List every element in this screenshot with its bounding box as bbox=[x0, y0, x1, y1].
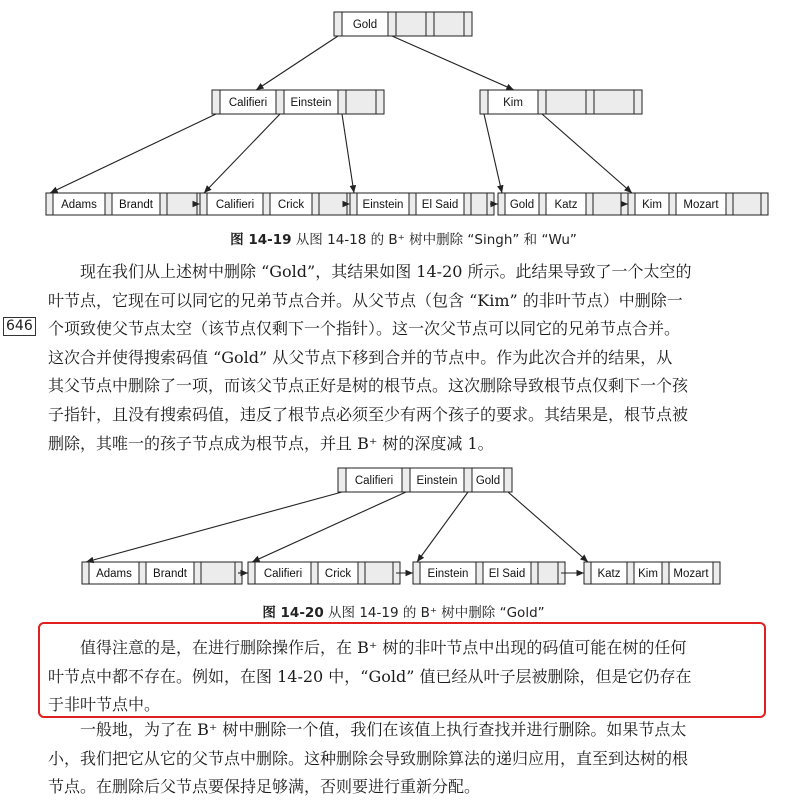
pointer-slot bbox=[726, 193, 733, 215]
paragraph-line: 子指针，且没有搜索码值，违反了根节点必须至少有两个孩子的要求。其结果是，根节点被 bbox=[48, 404, 689, 424]
pointer-slot bbox=[539, 193, 546, 215]
pointer-slot bbox=[160, 193, 167, 215]
root-node bbox=[334, 12, 472, 36]
key-slot bbox=[538, 562, 558, 584]
pointer-slot bbox=[350, 193, 357, 215]
node-key: Einstein bbox=[416, 475, 458, 487]
paragraph-line: 节点。在删除后父节点要保持足够满，否则要进行重新分配。 bbox=[48, 777, 481, 797]
figure-14-19-btree bbox=[0, 0, 807, 225]
tree-edge bbox=[252, 492, 406, 562]
node-key: Einstein bbox=[362, 199, 404, 211]
tree-edge bbox=[508, 492, 588, 562]
node-key: Gold bbox=[509, 199, 535, 211]
tree-edge bbox=[542, 114, 632, 193]
pointer-slot bbox=[248, 562, 255, 584]
paragraph-line: 删除，其唯一的孩子节点成为根节点，并且 B⁺ 树的深度减 1。 bbox=[48, 433, 494, 453]
pointer-slot bbox=[584, 562, 591, 584]
figure-14-19-caption bbox=[0, 228, 807, 248]
tree-edge bbox=[50, 114, 216, 193]
paragraph-line: 个项致使父节点太空（该节点仅剩下一个指针）。这一次父节点可以同它的兄弟节点合并。 bbox=[48, 319, 681, 339]
paragraph-line: 叶节点中都不存在。例如，在图 14-20 中，“Gold” 值已经从叶子层被删除，但是它仍存在 bbox=[48, 666, 692, 686]
paragraph-line: 值得注意的是，在进行删除操作后，在 B⁺ 树的非叶节点中出现的码值可能在树的任何 bbox=[80, 638, 687, 657]
node-key: Einstein bbox=[290, 97, 332, 109]
pointer-slot bbox=[669, 193, 676, 215]
pointer-slot bbox=[586, 193, 593, 215]
paragraph-line: 叶节点，它现在可以同它的兄弟节点合并。从父节点（包含 “Kim” 的非叶节点）中删除一 bbox=[48, 290, 683, 310]
node-key: Brandt bbox=[119, 199, 153, 211]
key-slot bbox=[346, 90, 376, 114]
key-slot bbox=[167, 193, 197, 215]
node-key: Katz bbox=[597, 568, 621, 580]
pointer-slot bbox=[634, 90, 642, 114]
node-key: Califieri bbox=[354, 475, 394, 487]
pointer-slot bbox=[426, 12, 434, 36]
pointer-slot bbox=[334, 12, 342, 36]
node-key: Brandt bbox=[153, 568, 187, 580]
node-key: Crick bbox=[324, 568, 352, 580]
node-key: Gold bbox=[475, 475, 501, 487]
pointer-slot bbox=[46, 193, 53, 215]
pointer-slot bbox=[464, 12, 472, 36]
node-key: Kim bbox=[638, 568, 658, 580]
page-number: 646 bbox=[3, 317, 36, 336]
paragraph-line: 小，我们把它从它的父节点中删除。这种删除会导致删除算法的递归应用，直至到达树的根 bbox=[48, 748, 689, 768]
leaf-node bbox=[46, 193, 204, 215]
key-slot bbox=[594, 90, 634, 114]
pointer-slot bbox=[139, 562, 146, 584]
node-key: El Said bbox=[488, 568, 526, 580]
leaf-node bbox=[200, 193, 354, 215]
node-key: Einstein bbox=[427, 568, 469, 580]
pointer-slot bbox=[413, 562, 420, 584]
tree-edge bbox=[417, 492, 468, 562]
pointer-slot bbox=[402, 468, 410, 492]
pointer-slot bbox=[212, 90, 220, 114]
paragraph-line: 于非叶节点中。 bbox=[48, 695, 161, 715]
internal-node-left bbox=[212, 90, 384, 114]
paragraph-2-highlighted bbox=[48, 634, 760, 720]
pointer-slot bbox=[662, 562, 669, 584]
tree-edge bbox=[392, 36, 514, 90]
key-slot bbox=[593, 193, 621, 215]
node-key: Kim bbox=[503, 97, 523, 109]
node-key: Gold bbox=[352, 19, 378, 31]
pointer-slot bbox=[464, 468, 472, 492]
pointer-slot bbox=[586, 90, 594, 114]
pointer-slot bbox=[263, 193, 270, 215]
tree-edge bbox=[484, 114, 502, 193]
pointer-slot bbox=[538, 90, 546, 114]
leaf-node bbox=[82, 562, 242, 584]
pointer-slot bbox=[200, 193, 207, 215]
leaf-node bbox=[584, 562, 720, 584]
node-key: Kim bbox=[642, 199, 662, 211]
pointer-slot bbox=[480, 90, 488, 114]
caption-number: 图 14-19 bbox=[230, 232, 292, 248]
node-key: Crick bbox=[277, 199, 305, 211]
pointer-slot bbox=[409, 193, 416, 215]
node-key: Califieri bbox=[263, 568, 303, 580]
paragraph-line: 这次合并使得搜索码值 “Gold” 从父节点下移到合并的节点中。作为此次合并的结果，从 bbox=[48, 347, 673, 367]
leaf-node bbox=[248, 562, 400, 584]
leaf-node bbox=[413, 562, 565, 584]
paragraph-3 bbox=[48, 716, 760, 802]
figure-14-20-caption bbox=[0, 601, 807, 621]
key-slot bbox=[546, 90, 586, 114]
internal-node-right bbox=[480, 90, 642, 114]
pointer-slot bbox=[627, 562, 634, 584]
tree-edge bbox=[86, 492, 342, 562]
key-slot bbox=[319, 193, 347, 215]
caption-text: 从图 14-18 的 B⁺ 树中删除 “Singh” 和 “Wu” bbox=[295, 232, 577, 248]
tree-edge bbox=[256, 36, 338, 90]
node-key: Mozart bbox=[673, 568, 709, 580]
leaf-node bbox=[498, 193, 628, 215]
pointer-slot bbox=[476, 562, 483, 584]
figure-14-20-btree bbox=[0, 458, 807, 598]
pointer-slot bbox=[464, 193, 471, 215]
paragraph-line: 一般地，为了在 B⁺ 树中删除一个值，我们在该值上执行查找并进行删除。如果节点太 bbox=[80, 720, 687, 739]
pointer-slot bbox=[358, 562, 365, 584]
pointer-slot bbox=[376, 90, 384, 114]
node-key: Califieri bbox=[228, 97, 268, 109]
leaf-node bbox=[628, 193, 768, 215]
node-key: El Said bbox=[421, 199, 459, 211]
pointer-slot bbox=[338, 90, 346, 114]
caption-text: 从图 14-19 的 B⁺ 树中删除 “Gold” bbox=[328, 605, 545, 621]
caption-number: 图 14-20 bbox=[262, 605, 324, 621]
node-key: Adams bbox=[61, 199, 97, 211]
pointer-slot bbox=[761, 193, 768, 215]
pointer-slot bbox=[498, 193, 505, 215]
node-key: Califieri bbox=[215, 199, 255, 211]
paragraph-1 bbox=[48, 258, 760, 458]
leaf-node bbox=[350, 193, 494, 215]
pointer-slot bbox=[388, 12, 396, 36]
node-key: Adams bbox=[96, 568, 132, 580]
pointer-slot bbox=[338, 468, 346, 492]
key-slot bbox=[396, 12, 426, 36]
pointer-slot bbox=[311, 562, 318, 584]
pointer-slot bbox=[504, 468, 512, 492]
key-slot bbox=[201, 562, 235, 584]
key-slot bbox=[471, 193, 487, 215]
pointer-slot bbox=[713, 562, 720, 584]
node-key: Mozart bbox=[683, 199, 719, 211]
pointer-slot bbox=[312, 193, 319, 215]
paragraph-line: 其父节点中删除了一项，而该父节点正好是树的根节点。这次删除导致根节点仅剩下一个孩 bbox=[48, 376, 689, 396]
key-slot bbox=[434, 12, 464, 36]
tree-edge bbox=[342, 114, 354, 193]
tree-edge bbox=[204, 114, 280, 193]
pointer-slot bbox=[276, 90, 284, 114]
pointer-slot bbox=[194, 562, 201, 584]
pointer-slot bbox=[628, 193, 635, 215]
pointer-slot bbox=[105, 193, 112, 215]
pointer-slot bbox=[82, 562, 89, 584]
key-slot bbox=[365, 562, 393, 584]
key-slot bbox=[733, 193, 761, 215]
pointer-slot bbox=[531, 562, 538, 584]
node-key: Katz bbox=[554, 199, 578, 211]
root-node bbox=[338, 468, 512, 492]
paragraph-line: 现在我们从上述树中删除 “Gold”，其结果如图 14-20 所示。此结果导致了一个太空的 bbox=[80, 262, 692, 281]
